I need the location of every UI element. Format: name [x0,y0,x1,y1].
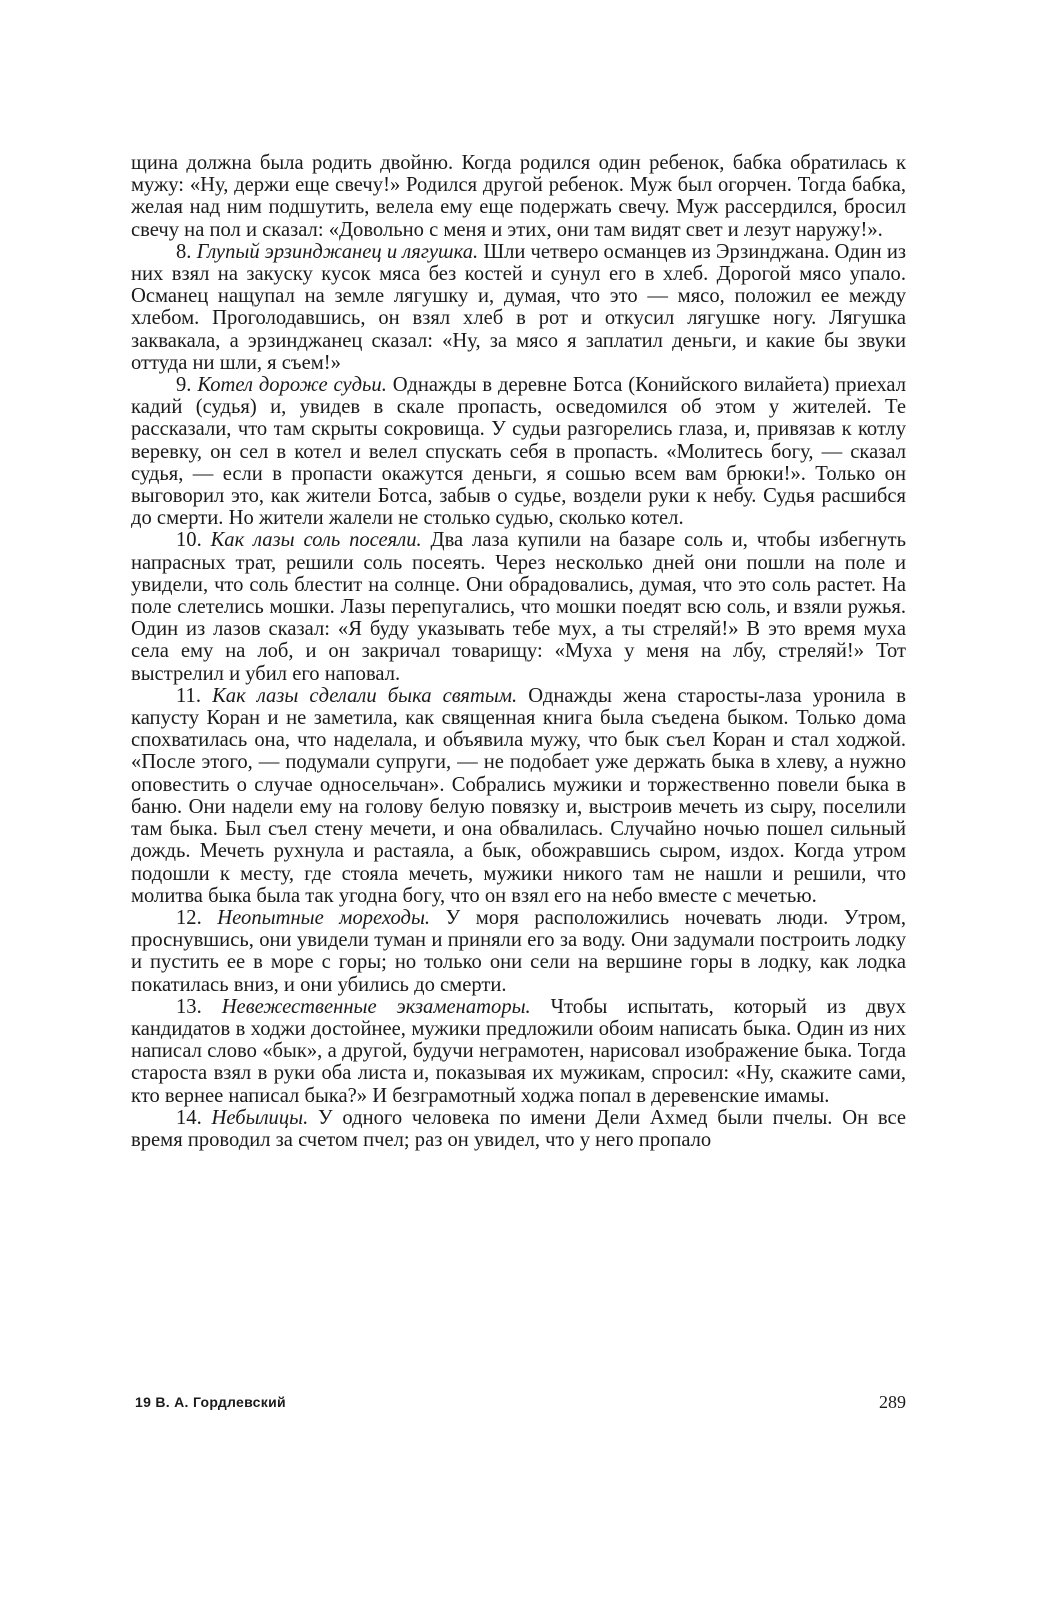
tale-number: 13. [176,995,222,1018]
paragraph-text: Два лаза купили на базаре соль и, чтобы избегнуть напрасных трат, решили соль посеять. Через несколько дней они пошли на поле и увидели, что соль блестит на солнце. Они обрадовались, думая, что это соль растет. На поле слетелись мошки. Лазы перепугались, что мошки поедят всю соль, и взяли ружья. Один из лазов сказал: «Я буду указывать тебе мух, а ты стреляй!» В это время муха села ему на лоб, и он закричал товарищу: «Муха у меня на лбу, стреляй!» Тот выстрелил и убил его наповал. [131,529,906,685]
paragraph-text: Однажды жена старосты-лаза уронила в капусту Коран и не заметила, как священная книга была съедена быком. Только дома спохватилась она, что наделала, и объявила мужу, что бык съел Коран и стал ходжой. «После этого, — подумали супруги, — не подобает уже держать быка в хлеву, а нужно оповестить о случае односельчан». Собрались мужики и торжественно повели быка в баню. Они надели ему на голову белую повязку и, выстроив мечеть из сыру, поселили там быка. Был съел стену мечети, и она обвалилась. Случайно ночью пошел сильный дождь. Мечеть рухнула и растаяла, а бык, обожравшись сыром, издох. Когда утром подошли к месту, где стояла мечеть, мужики никого там не нашли и решили, что молитва быка была так угодна богу, что он взял его на небо вместе с мечетью. [131,684,906,907]
tale-number: 9. [176,374,198,397]
tale-title: Как лазы сделали быка святым. [212,684,518,707]
tale-number: 11. [176,684,213,707]
paragraph-text: У моря расположились ночевать люди. Утром, проснувшись, они увидели туман и приняли его за воду. Они задумали построить лодку и пустить ее в море с горы; но только они сели на вершине горы в лодку, как лодка покатилась вниз, и они убились до смерти. [131,906,907,996]
paragraph-tale-9 [131,374,906,529]
paragraph-continuation [131,152,906,241]
paragraph-tale-11 [131,685,906,907]
tale-title: Неопытные мореходы. [217,906,431,929]
tale-number: 14. [176,1106,212,1129]
paragraph-text: Чтобы испытать, который из двух кандидатов в ходжи достойнее, мужики предложили обоим написать быка. Один из них написал слово «бык», а другой, будучи неграмотен, нарисовал изображение быка. Тогда староста взял в руки оба листа и, показывая их мужикам, спросил: «Ну, скажите сами, кто вернее написал быка?» И безграмотный ходжа попал в деревенские имамы. [131,995,906,1107]
paragraph-text: Однажды в деревне Ботса (Конийского вилайета) приехал кадий (судья) и, увидев в скале пропасть, осведомился об этом у жителей. Те рассказали, что там скрыты сокровища. У судьи разгорелись глаза, и, привязав к котлу веревку, он сел в котел и велел спускать себя в пропасть. «Молитесь богу, — сказал судья, — если в пропасти окажутся деньги, я сошью всем вам брюки!». Только он выговорил это, как жители Ботса, забыв о судье, воздели руки к небу. Судья расшибся до смерти. Но жители жалели не столько судью, сколько котел. [131,374,906,530]
body-text [131,152,906,1151]
tale-title: Небылицы. [211,1106,309,1129]
paragraph-tale-8 [131,241,906,374]
paragraph-tale-14 [131,1107,906,1151]
paragraph-text: щина должна была родить двойню. Когда родился один ребенок, бабка обратилась к мужу: «Ну, держи еще свечу!» Родился другой ребенок. Муж был огорчен. Тогда бабка, желая над ним подшутить, велела ему еще подержать свечу. Муж рассердился, бросил свечу на пол и сказал: «Довольно с меня и этих, они там видят свет и лезут наружу!». [131,152,906,241]
paragraph-tale-10 [131,529,906,684]
paragraph-text: У одного человека по имени Дели Ахмед были пчелы. Он все время проводил за счетом пчел; раз он увидел, что у него пропало [131,1106,907,1151]
page-number: 289 [879,1392,906,1412]
tale-title: Невежественные экзаменаторы. [221,995,531,1018]
tale-title: Как лазы соль посеяли. [210,529,422,552]
tale-number: 12. [176,906,218,929]
paragraph-tale-12 [131,907,906,996]
page-footer [131,1392,906,1418]
paragraph-tale-13 [131,996,906,1107]
tale-title: Котел дороже судьи. [197,374,387,397]
tale-title: Глупый эрзинджанец и лягушка. [196,240,479,263]
paragraph-text: Шли четверо османцев из Эрзинджана. Один из них взял на закуску кусок мяса без костей и сунул его в хлеб. Дорогой мясо упало. Османец нащупал на земле лягушку и, думая, что это — мясо, положил ее между хлебом. Проголодавшись, он взял хлеб в рот и откусил лягушке ногу. Лягушка заквакала, а эрзинджанец сказал: «Ну, за мясо я заплатил деньги, и какие бы звуки оттуда ни шли, я съем!» [131,240,906,374]
tale-number: 8. [176,240,197,263]
tale-number: 10. [176,529,211,552]
signature-mark: 19 В. А. Гордлевский [135,1394,286,1410]
